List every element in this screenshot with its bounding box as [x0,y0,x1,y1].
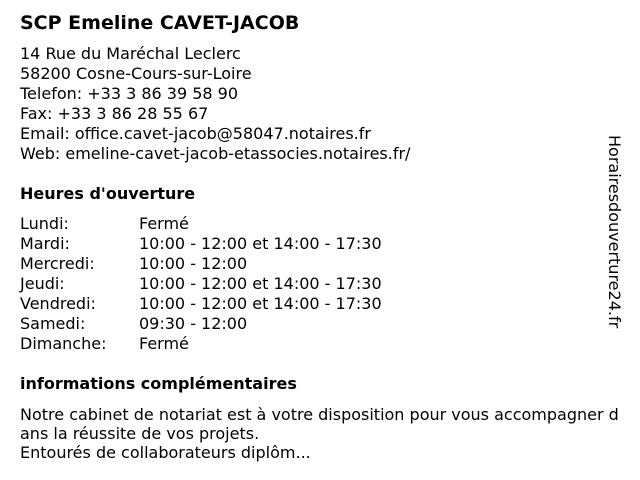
contact-info [20,44,410,164]
address-city: 58200 Cosne-Cours-sur-Loire [20,64,252,83]
email-address: Email: office.cavet-jacob@58047.notaires.fr [20,124,371,143]
info-text: Notre cabinet de notariat est à votre disposition pour vous accompagner dans la réussite de vos projets. [20,405,619,443]
fax-number: Fax: +33 3 86 28 55 67 [20,104,209,123]
day-hours: 10:00 - 12:00 et 14:00 - 17:30 [139,294,382,313]
day-hours: 10:00 - 12:00 [139,254,248,273]
day-label: Jeudi: [20,274,65,293]
info-heading: informations complémentaires [20,374,297,393]
day-label: Samedi: [20,314,86,333]
info-text-truncated: Entourés de collaborateurs diplôm... [20,443,311,462]
day-hours: 09:30 - 12:00 [139,314,248,333]
info-description [20,405,625,462]
business-name: SCP Emeline CAVET-JACOB [20,12,300,34]
hours-heading: Heures d'ouverture [20,184,196,203]
day-label: Lundi: [20,214,69,233]
day-label: Mercredi: [20,254,95,273]
day-label: Dimanche: [20,334,107,353]
day-hours: Fermé [139,334,189,353]
phone-number: Telefon: +33 3 86 39 58 90 [20,84,239,103]
day-label: Vendredi: [20,294,96,313]
day-hours: Fermé [139,214,189,233]
day-hours: 10:00 - 12:00 et 14:00 - 17:30 [139,234,382,253]
site-watermark: Horairesdouverture24.fr [605,135,624,329]
website-url: Web: emeline-cavet-jacob-etassocies.notaires.fr/ [20,144,411,163]
day-label: Mardi: [20,234,70,253]
day-hours: 10:00 - 12:00 et 14:00 - 17:30 [139,274,382,293]
address-street: 14 Rue du Maréchal Leclerc [20,44,241,63]
